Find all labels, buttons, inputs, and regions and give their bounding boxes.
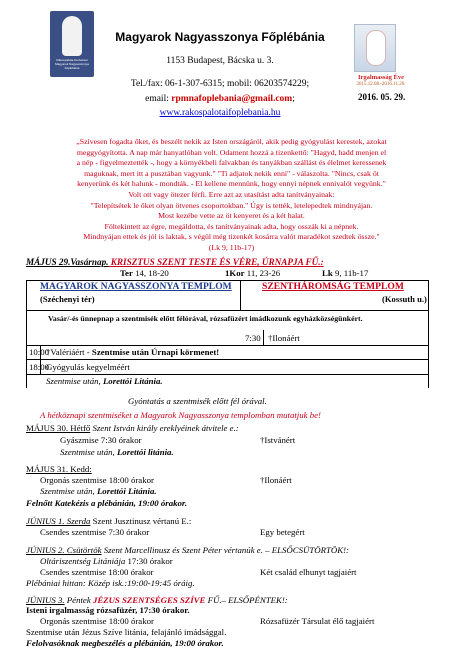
reading-ref: 11, 23-26: [244, 268, 281, 278]
reading-book: Lk: [322, 268, 333, 278]
day-heading: MÁJUS 31. Kedd:: [26, 464, 92, 474]
day-heading: [26, 595, 288, 605]
quote-line: Volt ott vagy ötezer férfi. Erre azt az utasítást adta tanítványainak:: [128, 189, 335, 199]
quote-line: a nép - figyelmeztették -, hogy a környékbeli falvakban és tanyákban szállást és élelmet keressenek: [76, 158, 387, 168]
email-semicolon: ;: [292, 94, 295, 104]
mercy-year-title: Irgalmasság Éve: [357, 74, 405, 81]
mass-intention: Egy betegért: [260, 527, 305, 537]
quote-reference: (Lk 9, 11b-17): [208, 242, 255, 252]
day-feast: JÉZUS SZENTSÉGES SZÍVE: [92, 595, 206, 605]
table-border: [26, 345, 428, 346]
confession-note: Gyóntatás a szentmisék előtt fél órával.: [128, 396, 267, 406]
day-feast: Szent Jusztinusz vértanú E.:: [90, 516, 192, 526]
mass-item: Csendes szentmise 18:00 órakor: [40, 567, 154, 577]
reading-3: [322, 268, 368, 278]
reading-book: 1Kor: [225, 268, 245, 278]
table-border: [263, 330, 264, 345]
litany-text: Szentmise után,: [60, 447, 117, 457]
quote-line: Föltekintett az égre, megáldotta, és tanítványainak adta, hogy osszák ki a népnek.: [104, 221, 359, 231]
mass-item: Gyászmise 7:30 órakor: [60, 435, 142, 445]
mass-item: Orgonás szentmise 18:00 órakor: [40, 616, 154, 626]
quote-line: „Szívesen fogadta őket, és beszélt nekik az Isten országáról, akik pedig gyógyulást kerestek, azokat: [76, 137, 387, 146]
quote-line: maguknak, mert itt a pusztában vagyunk." "Ti adjatok nekik enni" - válaszolta. "Nincs, csak öt: [84, 168, 379, 178]
catechesis-note: Felnőtt Katekézis a plébánián, 19:00 órakor.: [26, 498, 188, 508]
table-border: [26, 280, 27, 388]
email-link[interactable]: rpmnafoplebania@gmail.com: [171, 94, 293, 104]
day-feast-rank: FŰ.– ELSŐPÉNTEK!:: [205, 595, 288, 605]
rosary-note: Isteni irgalmasság rózsafüzér, 17:30 órakor.: [26, 605, 190, 615]
quote-line: Mindnyájan ettek és jól is laktak, s végül még tizenkét kosárra valót maradékot szedtek össze.": [83, 232, 380, 242]
quote-line: "Telepítsétek le őket olyan ötvenes csoportokban." Úgy is tették, letelepedtek mindnyájan.: [90, 200, 373, 210]
row-time: 18:00: [29, 362, 50, 372]
sunday-date: MÁJUS 29.Vasárnap.: [26, 257, 109, 267]
phone: Tel./fax: 06-1-307-6315; mobil: 06203574229;: [130, 79, 310, 89]
quote-line: kenyerünk és két halunk - mondták. - El kellene mennünk, hogy ennyi népnek ennivalót vegyünk.": [77, 179, 386, 189]
left-church-address: (Széchenyi tér): [40, 294, 95, 304]
litany-item: [40, 556, 173, 566]
parish-logo: [50, 11, 94, 77]
mass-intention: Rózsafüzér Társulat élő tagjaiért: [260, 616, 375, 626]
litany-name: Lorettói Litánia.: [96, 486, 157, 496]
day-date: JÚNIUS 3.: [26, 595, 65, 605]
row-text: †Valériáért -: [46, 347, 92, 357]
weekday-note: A hétköznapi szentmiséket a Magyarok Nagyasszonya templomban mutatjuk be!: [40, 410, 321, 420]
parish-title: Magyarok Nagyasszonya Főplébánia: [115, 30, 325, 44]
row-litany-bold: Lorettói Litánia.: [102, 376, 163, 386]
table-border: [26, 359, 428, 360]
quote-line: Most kezébe vette az öt kenyeret és a két halat.: [158, 211, 305, 221]
table-border: [240, 280, 241, 310]
reading-1: [120, 268, 169, 278]
readers-note: Felolvasóknak megbeszélés a plébánián, 19:00 órakor.: [26, 638, 224, 648]
mass-item: Orgonás szentmise 18:00 órakor: [40, 475, 154, 485]
right-church-address: (Kossuth u.): [382, 294, 427, 304]
day-heading: [26, 516, 191, 526]
day-heading: [26, 423, 239, 433]
catechism-note: Plébániai hittan: Közép isk.:19:00-19:45 óráig.: [26, 578, 195, 588]
mass-intention: †Istvánért: [260, 435, 296, 445]
day-date: MÁJUS 30. Hétfő: [26, 423, 91, 433]
day-date: JÚNIUS 2. Csütörtök: [26, 545, 102, 555]
address: 1153 Budapest, Bácska u. 3.: [166, 56, 274, 66]
row-procession: Szentmise után Úrnapi körmenet!: [91, 347, 220, 357]
sunday-heading: [26, 257, 324, 267]
table-border: [26, 374, 428, 375]
left-church-name: MAGYAROK NAGYASSZONYA TEMPLOM: [40, 281, 232, 292]
quote-line: meggyógyította. A nap már hanyatlóban volt. Odament hozzá a tizenkettő: "Hagyd, hadd menjen el: [76, 147, 387, 157]
rosary-notice: Vasár/-és ünnepnap a szentmisék előtt félórával, rózsafüzért imádkozunk egyházközségünkért.: [48, 314, 363, 323]
bulletin-date: 2016. 05. 29.: [358, 92, 406, 102]
day-date: JÚNIUS 1. Szerda: [26, 516, 91, 526]
madonna-figure-icon: [62, 16, 82, 56]
litany-time: 17:30 órakor: [125, 556, 173, 566]
row-intention: Gyógyulás kegyelméért: [46, 362, 130, 372]
email-label: email:: [145, 94, 172, 104]
litany-note: [40, 486, 157, 496]
right-time: 7:30: [245, 333, 261, 343]
email-line: [105, 94, 335, 104]
day-weekday: Péntek: [64, 595, 93, 605]
mass-intention: †Ilonáért: [260, 475, 292, 485]
litany-note: Szentmise után Jézus Szíve litánia, felajánló imádsággal.: [26, 627, 227, 637]
mass-intention: Két család elhunyt tagjaiért: [260, 567, 357, 577]
table-border: [26, 310, 428, 311]
row-intention: [46, 347, 219, 357]
reading-ref: 14, 18-20: [132, 268, 169, 278]
litany-note: [60, 447, 174, 457]
litany-name: Oltáriszentség Litániája: [40, 556, 126, 566]
sunday-feast: KRISZTUS SZENT TESTE ÉS VÉRE, ÚRNAPJA FŰ.:: [108, 257, 324, 267]
row-time: 10:00: [29, 347, 50, 357]
logo-caption: Rákospalota-Kertvárosi Magyarok Nagyasszonya Főplébánia: [55, 58, 89, 70]
litany-name: Lorettói litánia.: [116, 447, 174, 457]
right-intention: †Ilonáért: [268, 333, 300, 343]
reading-ref: 9, 11b-17: [332, 268, 369, 278]
mass-item: Csendes szentmise 7:30 órakor: [40, 527, 150, 537]
day-feast: Szent Marcellinusz és Szent Péter vértanúk e. – ELSŐCSÜTÖRTÖK!:: [101, 545, 349, 555]
right-church-name: SZENTHÁROMSÁG TEMPLOM: [262, 281, 404, 292]
reading-2: [225, 268, 280, 278]
table-border: [428, 280, 429, 388]
reading-book: Ter: [120, 268, 133, 278]
gospel-quote: [24, 137, 439, 254]
mercy-figure-icon: [366, 30, 386, 66]
mercy-year-logo: [354, 24, 396, 72]
day-feast: Szent István király ereklyéinek átvitele e.:: [90, 423, 239, 433]
website-link[interactable]: www.rakospalotaifoplebania.hu: [159, 108, 281, 118]
row-text: Szentmise után,: [46, 376, 103, 386]
row-litany: [46, 376, 163, 386]
day-heading: [26, 545, 349, 555]
litany-text: Szentmise után,: [40, 486, 97, 496]
mercy-year-dates: 2015.12.08.-2016.11.20.: [356, 82, 406, 87]
web-line: [105, 108, 335, 118]
